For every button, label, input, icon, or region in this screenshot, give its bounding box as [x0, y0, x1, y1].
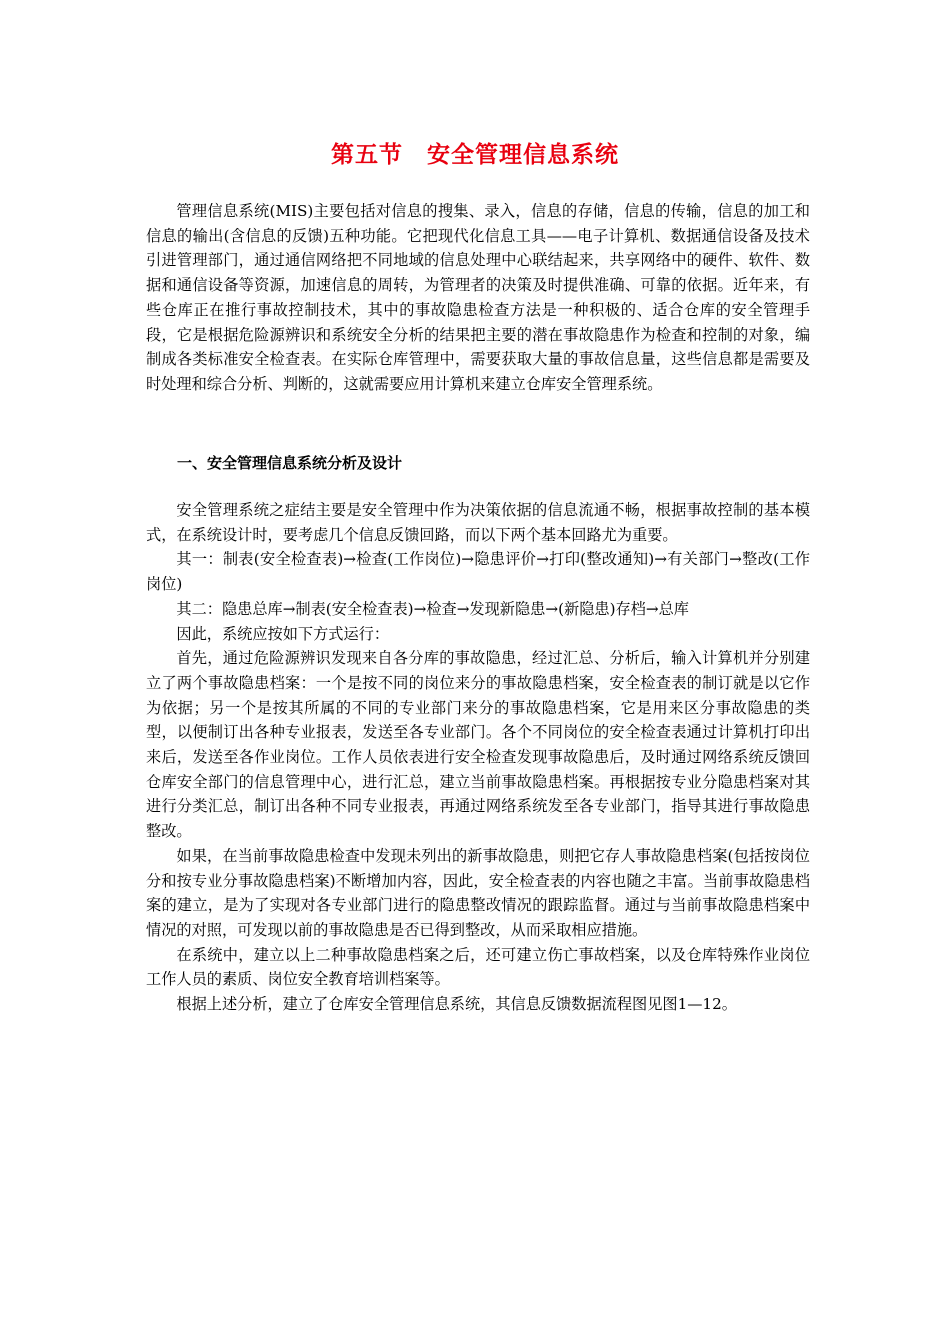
paragraph-new-hazard: 如果，在当前事故隐患检查中发现未列出的新事故隐患，则把它存人事故隐患档案(包括按岗位分和按专业分事故隐患档案)不断增加内容，因此，安全检查表的内容也随之丰富。当前事故隐患档案的建立，是为了实现对各专业部门进行的隐患整改情况的跟踪监督。通过与当前事故隐患档案中情况的对照，可发现以前的事故隐患是否已得到整改，从而采取相应措施。 [146, 846, 810, 939]
intro-block [146, 199, 810, 397]
paragraph-bottleneck: 安全管理系统之症结主要是安全管理中作为决策依据的信息流通不畅，根据事故控制的基本模式，在系统设计时，要考虑几个信息反馈回路，而以下两个基本回路尤为重要。 [146, 501, 810, 544]
paragraph-first: 首先，通过危险源辨识发现来自各分库的事故隐患，经过汇总、分析后，输入计算机并分别建立了两个事故隐患档案：一个是按不同的岗位来分的事故隐患档案，安全检查表的制订就是以它作为依据；另一个是按其所属的不同的专业部门来分的事故隐患档案，它是用来区分事故隐患的类型，以便制订出各种专业报表，发送至各专业部门。各个不同岗位的安全检查表通过计算机打印出来后，发送至各作业岗位。工作人员依表进行安全检查发现事故隐患后，及时通过网络系统反馈回仓库安全部门的信息管理中心，进行汇总，建立当前事故隐患档案。再根据按专业分隐患档案对其进行分类汇总，制订出各种不同专业报表，再通过网络系统发至各专业部门，指导其进行事故隐患整改。 [146, 649, 810, 841]
intro-paragraph: 管理信息系统(MIS)主要包括对信息的搜集、录入，信息的存储，信息的传输，信息的加工和信息的输出(含信息的反馈)五种功能。它把现代化信息工具——电子计算机、数据通信设备及技术引进管理部门，通过通信网络把不同地域的信息处理中心联结起来，共享网络中的硬件、软件、数据和通信设备等资源，加速信息的周转，为管理者的决策及时提供准确、可靠的依据。近年来，有些仓库正在推行事故控制技术，其中的事故隐患检查方法是一种积极的、适合仓库的安全管理手段，它是根据危险源辨识和系统安全分析的结果把主要的潜在事故隐患作为检查和控制的对象，编制成各类标准安全检查表。在实际仓库管理中，需要获取大量的事故信息量，这些信息都是需要及时处理和综合分析、判断的，这就需要应用计算机来建立仓库安全管理系统。 [146, 202, 810, 393]
section-title: 第五节 安全管理信息系统 [331, 142, 619, 168]
paragraph-archives: 在系统中，建立以上二种事故隐患档案之后，还可建立伤亡事故档案，以及仓库特殊作业岗位工作人员的素质、岗位安全教育培训档案等。 [146, 945, 810, 989]
main-text-block [146, 498, 810, 1017]
paragraph-loop-one: 其一：制表(安全检查表)→检查(工作岗位)→隐患评价→打印(整改通知)→有关部门→整改(工作岗位) [146, 550, 810, 594]
subsection-heading: 一、安全管理信息系统分析及设计 [177, 454, 403, 472]
paragraph-operation-intro: 因此，系统应按如下方式运行： [176, 624, 390, 643]
paragraph-conclusion: 根据上述分析，建立了仓库安全管理信息系统，其信息反馈数据流程图见图1—12。 [176, 995, 737, 1014]
paragraph-loop-two: 其二：隐患总库→制表(安全检查表)→检查→发现新隐患→(新隐患)存档→总库 [176, 599, 689, 618]
